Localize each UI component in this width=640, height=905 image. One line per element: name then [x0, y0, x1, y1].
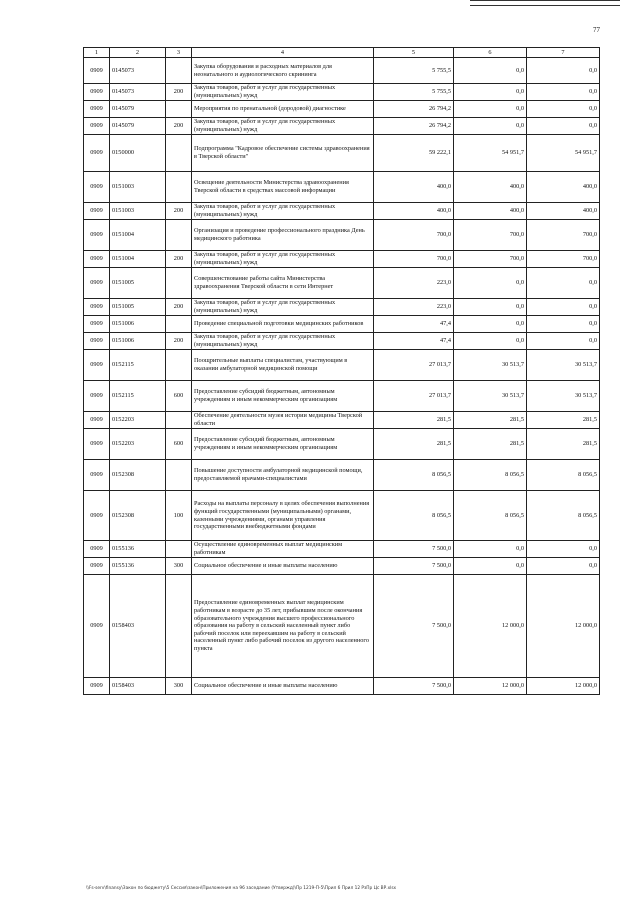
- table-cell-5: 47,4: [374, 316, 454, 333]
- table-cell-3: [166, 135, 192, 172]
- table-cell-4: Закупка товаров, работ и услуг для государственных (муниципальных) нужд: [192, 299, 374, 316]
- table-cell-5: 700,0: [374, 220, 454, 251]
- table-row: [84, 172, 600, 203]
- table-cell-5: 5 755,5: [374, 58, 454, 84]
- table-cell-5: 26 794,2: [374, 101, 454, 118]
- table-cell-7: 30 513,7: [527, 381, 600, 412]
- table-cell-4: Освещение деятельности Министерства здравоохранения Тверской области в средствах массовой информации: [192, 172, 374, 203]
- table-cell-2: 0152115: [110, 350, 166, 381]
- table-cell-1: 0909: [84, 84, 110, 101]
- table-cell-4: Организация и проведение профессионального праздника День медицинского работника: [192, 220, 374, 251]
- table-cell-6: 0,0: [454, 558, 527, 575]
- table-cell-1: 0909: [84, 172, 110, 203]
- table-cell-1: 0909: [84, 460, 110, 491]
- table-row: [84, 299, 600, 316]
- table-cell-4: Закупка товаров, работ и услуг для государственных (муниципальных) нужд: [192, 118, 374, 135]
- table-row: [84, 460, 600, 491]
- table-cell-5: 7 500,0: [374, 575, 454, 678]
- table-cell-4: Обеспечение деятельности музея истории медицины Тверской области: [192, 412, 374, 429]
- table-cell-1: 0909: [84, 220, 110, 251]
- table-cell-3: 100: [166, 491, 192, 541]
- table-cell-7: 12 000,0: [527, 575, 600, 678]
- table-row: [84, 558, 600, 575]
- table-cell-7: 0,0: [527, 101, 600, 118]
- header-cell: 3: [166, 48, 192, 58]
- table-cell-4: Предоставление единовременных выплат медицинским работникам в возрасте до 35 лет, прибывшим после окончания образовательного учреждения высшего профессионального образования на работу в сельский населенный пункт либо рабочий поселок или переехавшим на работу в сельский населенный пункт либо рабочий поселок из другого населенного пункта: [192, 575, 374, 678]
- table-cell-5: 281,5: [374, 412, 454, 429]
- table-cell-6: 0,0: [454, 541, 527, 558]
- table-cell-3: 200: [166, 251, 192, 268]
- table-cell-7: 0,0: [527, 316, 600, 333]
- table-cell-6: 0,0: [454, 101, 527, 118]
- table-cell-5: 7 500,0: [374, 678, 454, 695]
- table-cell-6: 8 056,5: [454, 491, 527, 541]
- table-row: [84, 412, 600, 429]
- table-cell-6: 400,0: [454, 172, 527, 203]
- table-cell-4: Социальное обеспечение и иные выплаты населению: [192, 558, 374, 575]
- table-cell-3: 200: [166, 203, 192, 220]
- table-cell-7: 400,0: [527, 172, 600, 203]
- table-cell-6: 54 951,7: [454, 135, 527, 172]
- table-cell-6: 30 513,7: [454, 381, 527, 412]
- page-number: 77: [593, 26, 600, 34]
- table-cell-2: 0151004: [110, 251, 166, 268]
- table-cell-1: 0909: [84, 316, 110, 333]
- table-cell-5: 223,0: [374, 299, 454, 316]
- table-cell-2: 0151006: [110, 333, 166, 350]
- table-cell-4: Подпрограмма "Кадровое обеспечение системы здравоохранения в Тверской области": [192, 135, 374, 172]
- table-cell-1: 0909: [84, 333, 110, 350]
- table-cell-7: 700,0: [527, 220, 600, 251]
- header-cell: 2: [110, 48, 166, 58]
- table-cell-6: 0,0: [454, 268, 527, 299]
- table-cell-4: Закупка товаров, работ и услуг для государственных (муниципальных) нужд: [192, 203, 374, 220]
- table-cell-1: 0909: [84, 299, 110, 316]
- table-row: [84, 135, 600, 172]
- table-cell-3: 200: [166, 84, 192, 101]
- table-cell-7: 8 056,5: [527, 460, 600, 491]
- table-cell-6: 700,0: [454, 251, 527, 268]
- table-cell-3: [166, 460, 192, 491]
- table-row: [84, 350, 600, 381]
- table-cell-5: 27 013,7: [374, 381, 454, 412]
- table-row: [84, 491, 600, 541]
- header-cell: 4: [192, 48, 374, 58]
- table-cell-1: 0909: [84, 135, 110, 172]
- table-cell-1: 0909: [84, 268, 110, 299]
- table-row: [84, 333, 600, 350]
- table-cell-6: 700,0: [454, 220, 527, 251]
- table-cell-5: 7 500,0: [374, 541, 454, 558]
- table-cell-6: 0,0: [454, 58, 527, 84]
- table-cell-5: 8 056,5: [374, 460, 454, 491]
- table-cell-5: 26 794,2: [374, 118, 454, 135]
- table-cell-2: 0151005: [110, 299, 166, 316]
- table-cell-7: 8 056,5: [527, 491, 600, 541]
- table-cell-5: 27 013,7: [374, 350, 454, 381]
- table-row: [84, 58, 600, 84]
- table-cell-1: 0909: [84, 541, 110, 558]
- table-row: [84, 381, 600, 412]
- table-cell-6: 0,0: [454, 299, 527, 316]
- table-cell-4: Проведение специальной подготовки медицинских работников: [192, 316, 374, 333]
- table-cell-4: Мероприятия по пренатальной (дородовой) диагностике: [192, 101, 374, 118]
- table-cell-4: Закупка товаров, работ и услуг для государственных (муниципальных) нужд: [192, 333, 374, 350]
- table-cell-3: [166, 101, 192, 118]
- budget-table: [83, 47, 600, 695]
- table-row: [84, 316, 600, 333]
- table-cell-3: [166, 58, 192, 84]
- table-row: [84, 251, 600, 268]
- table-cell-5: 223,0: [374, 268, 454, 299]
- table-cell-1: 0909: [84, 251, 110, 268]
- table-cell-2: 0145073: [110, 58, 166, 84]
- table-cell-7: 0,0: [527, 268, 600, 299]
- table-cell-4: Предоставление субсидий бюджетным, автономным учреждениям и иным некоммерческим организациям: [192, 429, 374, 460]
- table-cell-2: 0150000: [110, 135, 166, 172]
- table-cell-3: [166, 541, 192, 558]
- table-cell-7: 12 000,0: [527, 678, 600, 695]
- table-cell-3: 300: [166, 558, 192, 575]
- table-row: [84, 118, 600, 135]
- table-cell-1: 0909: [84, 575, 110, 678]
- table-cell-4: Социальное обеспечение и иные выплаты населению: [192, 678, 374, 695]
- header-row: [84, 48, 600, 58]
- table-cell-3: [166, 412, 192, 429]
- table-cell-1: 0909: [84, 381, 110, 412]
- table-cell-3: 300: [166, 678, 192, 695]
- table-cell-7: 30 513,7: [527, 350, 600, 381]
- table-cell-1: 0909: [84, 412, 110, 429]
- table-row: [84, 84, 600, 101]
- table-cell-3: [166, 220, 192, 251]
- table-cell-3: 200: [166, 118, 192, 135]
- table-cell-5: 400,0: [374, 203, 454, 220]
- table-row: [84, 541, 600, 558]
- table-cell-1: 0909: [84, 101, 110, 118]
- table-cell-6: 281,5: [454, 429, 527, 460]
- file-path-footer: \\Fs-serv\finansy\Закон по бюджету\5 Сессия\закон\Приложения на 96 заседание (Утвержд)\Пр 1219-П-5\Прил 6 Прил 12 РзПр Цс ВР.xlsx: [86, 886, 397, 891]
- table-cell-3: 600: [166, 381, 192, 412]
- header-cell: 6: [454, 48, 527, 58]
- top-rule: [470, 0, 620, 6]
- table-cell-4: Закупка оборудования и расходных материалов для неонатального и аудиологического скрининга: [192, 58, 374, 84]
- table-cell-5: 400,0: [374, 172, 454, 203]
- table-cell-7: 54 951,7: [527, 135, 600, 172]
- table-cell-3: [166, 268, 192, 299]
- table-row: [84, 429, 600, 460]
- table-cell-5: 7 500,0: [374, 558, 454, 575]
- table-cell-5: 700,0: [374, 251, 454, 268]
- table-cell-4: Закупка товаров, работ и услуг для государственных (муниципальных) нужд: [192, 84, 374, 101]
- table-cell-5: 5 755,5: [374, 84, 454, 101]
- table-cell-2: 0151006: [110, 316, 166, 333]
- table-cell-5: 59 222,1: [374, 135, 454, 172]
- table-cell-7: 281,5: [527, 412, 600, 429]
- table-cell-6: 0,0: [454, 118, 527, 135]
- table-cell-3: [166, 316, 192, 333]
- table-cell-2: 0145079: [110, 118, 166, 135]
- table-cell-7: 400,0: [527, 203, 600, 220]
- table-cell-2: 0158403: [110, 678, 166, 695]
- table-cell-6: 12 000,0: [454, 575, 527, 678]
- table-cell-6: 0,0: [454, 316, 527, 333]
- table-cell-1: 0909: [84, 203, 110, 220]
- table-cell-1: 0909: [84, 429, 110, 460]
- table-cell-5: 47,4: [374, 333, 454, 350]
- table-cell-6: 8 056,5: [454, 460, 527, 491]
- table-cell-7: 0,0: [527, 541, 600, 558]
- table-cell-3: [166, 350, 192, 381]
- table-cell-5: 281,5: [374, 429, 454, 460]
- table-cell-1: 0909: [84, 491, 110, 541]
- table-cell-2: 0152308: [110, 460, 166, 491]
- table-cell-7: 0,0: [527, 58, 600, 84]
- table-cell-1: 0909: [84, 678, 110, 695]
- table-cell-3: [166, 172, 192, 203]
- table-row: [84, 575, 600, 678]
- table-cell-2: 0152203: [110, 412, 166, 429]
- table-cell-6: 0,0: [454, 333, 527, 350]
- table-cell-2: 0145073: [110, 84, 166, 101]
- table-row: [84, 101, 600, 118]
- table-cell-4: Поощрительные выплаты специалистам, участвующим в оказании амбулаторной медицинской помощи: [192, 350, 374, 381]
- table-cell-6: 281,5: [454, 412, 527, 429]
- table-cell-1: 0909: [84, 58, 110, 84]
- table-cell-2: 0145079: [110, 101, 166, 118]
- table-cell-4: Повышение доступности амбулаторной медицинской помощи, предоставляемой врачами-специалистами: [192, 460, 374, 491]
- table-cell-1: 0909: [84, 118, 110, 135]
- table-cell-3: [166, 575, 192, 678]
- table-cell-3: 600: [166, 429, 192, 460]
- table-cell-4: Закупка товаров, работ и услуг для государственных (муниципальных) нужд: [192, 251, 374, 268]
- table-cell-6: 400,0: [454, 203, 527, 220]
- table-row: [84, 678, 600, 695]
- header-cell: 5: [374, 48, 454, 58]
- table-cell-6: 12 000,0: [454, 678, 527, 695]
- table-cell-1: 0909: [84, 350, 110, 381]
- table-cell-2: 0152203: [110, 429, 166, 460]
- table-cell-6: 30 513,7: [454, 350, 527, 381]
- table-cell-7: 0,0: [527, 299, 600, 316]
- table-row: [84, 268, 600, 299]
- table-cell-2: 0152308: [110, 491, 166, 541]
- table-cell-7: 281,5: [527, 429, 600, 460]
- table-row: [84, 220, 600, 251]
- table-cell-2: 0151003: [110, 172, 166, 203]
- table-cell-2: 0152115: [110, 381, 166, 412]
- table-cell-2: 0155136: [110, 558, 166, 575]
- header-cell: 7: [527, 48, 600, 58]
- table-cell-2: 0151005: [110, 268, 166, 299]
- table-cell-7: 0,0: [527, 118, 600, 135]
- table-cell-4: Осуществление единовременных выплат медицинским работникам: [192, 541, 374, 558]
- table-cell-2: 0158403: [110, 575, 166, 678]
- table-cell-2: 0151003: [110, 203, 166, 220]
- table-cell-4: Совершенствование работы сайта Министерства здравоохранения Тверской области в сети Интернет: [192, 268, 374, 299]
- table-cell-7: 0,0: [527, 333, 600, 350]
- table-cell-7: 700,0: [527, 251, 600, 268]
- table-row: [84, 203, 600, 220]
- table-cell-7: 0,0: [527, 84, 600, 101]
- table-cell-6: 0,0: [454, 84, 527, 101]
- table-cell-2: 0155136: [110, 541, 166, 558]
- table-cell-3: 200: [166, 299, 192, 316]
- table-cell-1: 0909: [84, 558, 110, 575]
- table-cell-5: 8 056,5: [374, 491, 454, 541]
- header-cell: 1: [84, 48, 110, 58]
- table-cell-3: 200: [166, 333, 192, 350]
- table-cell-4: Предоставление субсидий бюджетным, автономным учреждениям и иным некоммерческим организациям: [192, 381, 374, 412]
- table-body: [84, 58, 600, 695]
- table-cell-2: 0151004: [110, 220, 166, 251]
- table-cell-7: 0,0: [527, 558, 600, 575]
- table-cell-4: Расходы на выплаты персоналу в целях обеспечения выполнения функций государственными (муниципальными) органами, казенными учреждениями, органами управления государственными внебюджетными фондами: [192, 491, 374, 541]
